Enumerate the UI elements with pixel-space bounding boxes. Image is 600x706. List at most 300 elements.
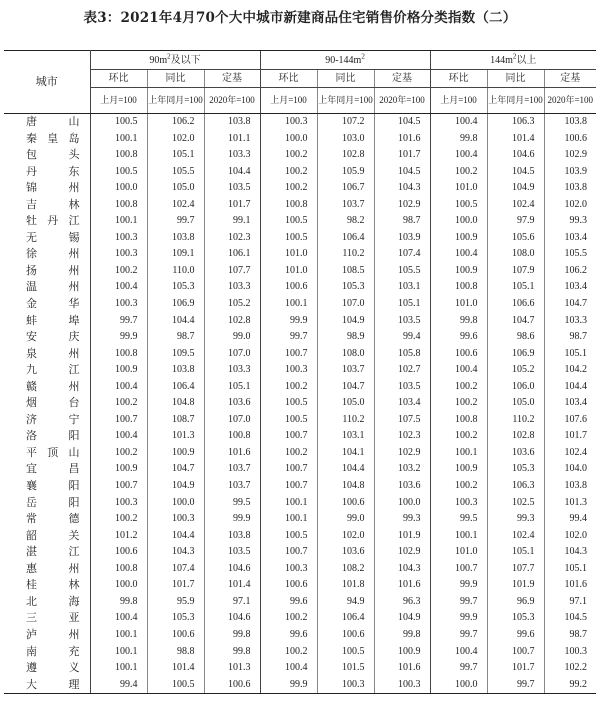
table-row xyxy=(4,131,596,148)
value-cell: 106.2 xyxy=(147,114,204,131)
value-cell: 101.3 xyxy=(147,428,204,445)
city-cell: 洛阳 xyxy=(4,428,90,445)
city-cell: 烟台 xyxy=(4,395,90,412)
value-cell: 104.4 xyxy=(317,461,374,478)
value-cell: 99.8 xyxy=(430,131,487,148)
table-row xyxy=(4,346,596,363)
value-cell: 103.8 xyxy=(147,230,204,247)
value-cell: 107.7 xyxy=(487,561,544,578)
value-cell: 108.0 xyxy=(317,346,374,363)
value-cell: 101.0 xyxy=(430,296,487,313)
value-cell: 99.9 xyxy=(204,511,260,528)
value-cell: 102.4 xyxy=(147,197,204,214)
value-cell: 100.8 xyxy=(204,428,260,445)
value-cell: 99.8 xyxy=(430,313,487,330)
value-cell: 99.7 xyxy=(260,329,317,346)
value-cell: 100.8 xyxy=(90,147,147,164)
value-cell: 100.0 xyxy=(260,131,317,148)
value-cell: 101.0 xyxy=(430,180,487,197)
value-cell: 101.7 xyxy=(544,428,596,445)
table-row xyxy=(4,461,596,478)
value-cell: 100.1 xyxy=(260,296,317,313)
city-cell: 九江 xyxy=(4,362,90,379)
table-title: 表3：2021年4月70个大中城市新建商品住宅销售价格分类指数（二） xyxy=(83,10,517,26)
city-cell: 襄阳 xyxy=(4,478,90,495)
sub-header: 环比 xyxy=(260,70,317,88)
sub-header: 环比 xyxy=(90,70,147,88)
value-cell: 100.6 xyxy=(204,677,260,694)
value-cell: 103.2 xyxy=(374,461,430,478)
value-cell: 103.7 xyxy=(317,197,374,214)
value-cell: 104.9 xyxy=(317,313,374,330)
table-row xyxy=(4,213,596,230)
value-cell: 106.4 xyxy=(317,230,374,247)
city-cell: 湛江 xyxy=(4,544,90,561)
value-cell: 102.5 xyxy=(487,495,544,512)
value-cell: 100.9 xyxy=(90,461,147,478)
value-cell: 104.9 xyxy=(487,180,544,197)
value-cell: 100.1 xyxy=(90,660,147,677)
value-cell: 100.6 xyxy=(90,544,147,561)
value-cell: 100.4 xyxy=(430,114,487,131)
value-cell: 106.0 xyxy=(487,379,544,396)
value-cell: 102.8 xyxy=(487,428,544,445)
value-cell: 103.3 xyxy=(204,147,260,164)
value-cell: 105.2 xyxy=(487,362,544,379)
value-cell: 97.1 xyxy=(204,594,260,611)
value-cell: 99.2 xyxy=(544,677,596,694)
city-cell: 金华 xyxy=(4,296,90,313)
value-cell: 100.2 xyxy=(260,147,317,164)
table-row xyxy=(4,329,596,346)
value-cell: 104.4 xyxy=(147,528,204,545)
table-row xyxy=(4,644,596,661)
value-cell: 103.6 xyxy=(204,395,260,412)
value-cell: 102.8 xyxy=(204,313,260,330)
value-cell: 100.1 xyxy=(90,213,147,230)
value-cell: 101.5 xyxy=(317,660,374,677)
value-cell: 99.8 xyxy=(374,627,430,644)
table-row xyxy=(4,445,596,462)
value-cell: 104.6 xyxy=(204,610,260,627)
value-cell: 108.5 xyxy=(317,263,374,280)
value-cell: 100.1 xyxy=(90,644,147,661)
value-cell: 103.4 xyxy=(544,279,596,296)
value-cell: 105.3 xyxy=(147,279,204,296)
value-cell: 105.9 xyxy=(317,164,374,181)
value-cell: 103.0 xyxy=(317,131,374,148)
value-cell: 99.8 xyxy=(90,594,147,611)
city-cell: 蚌埠 xyxy=(4,313,90,330)
value-cell: 100.2 xyxy=(430,395,487,412)
value-cell: 101.3 xyxy=(204,660,260,677)
value-cell: 100.8 xyxy=(430,412,487,429)
value-cell: 105.1 xyxy=(204,379,260,396)
value-cell: 104.9 xyxy=(374,610,430,627)
table-row xyxy=(4,577,596,594)
value-cell: 103.8 xyxy=(204,528,260,545)
value-cell: 100.7 xyxy=(260,461,317,478)
value-cell: 99.5 xyxy=(204,495,260,512)
value-cell: 103.7 xyxy=(317,362,374,379)
value-cell: 98.7 xyxy=(147,329,204,346)
value-cell: 105.0 xyxy=(147,180,204,197)
value-cell: 103.8 xyxy=(544,180,596,197)
value-cell: 100.2 xyxy=(260,610,317,627)
value-cell: 98.7 xyxy=(374,213,430,230)
value-cell: 103.5 xyxy=(374,379,430,396)
value-cell: 99.4 xyxy=(374,329,430,346)
value-cell: 100.4 xyxy=(430,246,487,263)
value-cell: 99.7 xyxy=(430,660,487,677)
value-cell: 101.0 xyxy=(430,544,487,561)
sub-header: 环比 xyxy=(430,70,487,88)
city-cell: 锦州 xyxy=(4,180,90,197)
table-row xyxy=(4,561,596,578)
value-cell: 107.5 xyxy=(374,412,430,429)
value-cell: 107.2 xyxy=(317,114,374,131)
value-cell: 99.5 xyxy=(430,511,487,528)
value-cell: 103.8 xyxy=(147,362,204,379)
city-cell: 平顶山 xyxy=(4,445,90,462)
value-cell: 104.3 xyxy=(544,544,596,561)
value-cell: 105.1 xyxy=(487,544,544,561)
value-cell: 104.5 xyxy=(487,164,544,181)
city-cell: 大理 xyxy=(4,677,90,694)
value-cell: 100.1 xyxy=(90,627,147,644)
value-cell: 100.9 xyxy=(374,644,430,661)
table-row xyxy=(4,263,596,280)
value-cell: 103.8 xyxy=(544,114,596,131)
value-cell: 100.2 xyxy=(430,428,487,445)
value-cell: 104.5 xyxy=(374,164,430,181)
value-cell: 102.8 xyxy=(317,147,374,164)
value-cell: 100.7 xyxy=(260,346,317,363)
value-cell: 100.9 xyxy=(90,362,147,379)
value-cell: 100.8 xyxy=(90,197,147,214)
value-cell: 102.4 xyxy=(487,197,544,214)
value-cell: 99.7 xyxy=(90,313,147,330)
value-cell: 103.7 xyxy=(204,461,260,478)
value-cell: 101.7 xyxy=(374,147,430,164)
value-cell: 103.6 xyxy=(487,445,544,462)
value-cell: 98.9 xyxy=(317,329,374,346)
value-cell: 100.8 xyxy=(430,279,487,296)
value-cell: 100.5 xyxy=(317,644,374,661)
value-cell: 101.6 xyxy=(544,577,596,594)
value-cell: 103.4 xyxy=(544,395,596,412)
value-cell: 95.9 xyxy=(147,594,204,611)
value-cell: 101.6 xyxy=(374,131,430,148)
value-cell: 103.7 xyxy=(204,478,260,495)
value-cell: 100.4 xyxy=(90,428,147,445)
value-cell: 104.4 xyxy=(544,379,596,396)
value-cell: 104.9 xyxy=(147,478,204,495)
value-cell: 100.0 xyxy=(430,213,487,230)
city-cell: 遵义 xyxy=(4,660,90,677)
value-cell: 99.7 xyxy=(430,594,487,611)
value-cell: 99.6 xyxy=(487,627,544,644)
value-cell: 105.3 xyxy=(317,279,374,296)
value-cell: 106.9 xyxy=(147,296,204,313)
table-row xyxy=(4,246,596,263)
value-cell: 100.6 xyxy=(260,577,317,594)
value-cell: 102.4 xyxy=(487,528,544,545)
value-cell: 100.2 xyxy=(260,644,317,661)
value-cell: 103.8 xyxy=(544,478,596,495)
value-cell: 98.7 xyxy=(544,329,596,346)
value-cell: 99.7 xyxy=(430,627,487,644)
value-cell: 104.5 xyxy=(544,610,596,627)
value-cell: 102.9 xyxy=(374,445,430,462)
value-cell: 102.7 xyxy=(374,362,430,379)
value-cell: 105.1 xyxy=(374,296,430,313)
value-cell: 104.3 xyxy=(374,561,430,578)
sub-header: 同比 xyxy=(147,70,204,88)
value-cell: 103.3 xyxy=(204,362,260,379)
value-cell: 99.9 xyxy=(260,677,317,694)
value-cell: 104.3 xyxy=(374,180,430,197)
value-cell: 100.4 xyxy=(260,660,317,677)
value-cell: 102.4 xyxy=(544,445,596,462)
value-cell: 100.3 xyxy=(90,230,147,247)
value-cell: 100.4 xyxy=(430,147,487,164)
value-cell: 100.8 xyxy=(90,346,147,363)
value-cell: 100.4 xyxy=(430,644,487,661)
value-cell: 103.8 xyxy=(204,114,260,131)
value-cell: 101.0 xyxy=(260,263,317,280)
value-cell: 100.3 xyxy=(317,677,374,694)
sub-header: 定基 xyxy=(374,70,430,88)
value-cell: 102.0 xyxy=(147,131,204,148)
value-cell: 100.2 xyxy=(430,379,487,396)
value-cell: 99.6 xyxy=(260,627,317,644)
value-cell: 99.4 xyxy=(90,677,147,694)
value-cell: 105.0 xyxy=(487,395,544,412)
value-cell: 100.3 xyxy=(90,246,147,263)
value-cell: 106.2 xyxy=(544,263,596,280)
value-cell: 100.9 xyxy=(147,445,204,462)
value-cell: 102.0 xyxy=(317,528,374,545)
value-cell: 100.3 xyxy=(374,677,430,694)
value-cell: 101.2 xyxy=(90,528,147,545)
table-row xyxy=(4,412,596,429)
value-cell: 97.1 xyxy=(544,594,596,611)
base-header: 2020年=100 xyxy=(204,88,260,114)
base-header: 2020年=100 xyxy=(374,88,430,114)
value-cell: 98.2 xyxy=(317,213,374,230)
value-cell: 105.3 xyxy=(487,461,544,478)
group-header-small: $90m^2$及以下 xyxy=(90,51,260,70)
value-cell: 108.7 xyxy=(147,412,204,429)
value-cell: 104.7 xyxy=(147,461,204,478)
city-cell: 扬州 xyxy=(4,263,90,280)
value-cell: 100.2 xyxy=(90,511,147,528)
city-cell: 北海 xyxy=(4,594,90,611)
city-column-header: 城市 xyxy=(4,51,90,114)
base-header: 上年同月=100 xyxy=(317,88,374,114)
value-cell: 102.0 xyxy=(544,528,596,545)
value-cell: 106.7 xyxy=(317,180,374,197)
group-header-medium: $90-144m^2$ xyxy=(260,51,430,70)
table-row xyxy=(4,594,596,611)
value-cell: 105.1 xyxy=(544,561,596,578)
value-cell: 100.5 xyxy=(260,230,317,247)
value-cell: 94.9 xyxy=(317,594,374,611)
value-cell: 99.6 xyxy=(260,594,317,611)
value-cell: 101.9 xyxy=(487,577,544,594)
sub-header: 同比 xyxy=(487,70,544,88)
value-cell: 100.7 xyxy=(487,644,544,661)
base-header: 上年同月=100 xyxy=(147,88,204,114)
value-cell: 101.7 xyxy=(147,577,204,594)
value-cell: 99.9 xyxy=(260,313,317,330)
group-header-large: $144m^2$以上 xyxy=(430,51,596,70)
value-cell: 99.7 xyxy=(487,677,544,694)
value-cell: 105.6 xyxy=(487,230,544,247)
value-cell: 100.7 xyxy=(90,412,147,429)
value-cell: 100.2 xyxy=(90,263,147,280)
value-cell: 100.3 xyxy=(430,495,487,512)
value-cell: 99.0 xyxy=(317,511,374,528)
value-cell: 106.1 xyxy=(204,246,260,263)
value-cell: 98.8 xyxy=(147,644,204,661)
value-cell: 100.4 xyxy=(430,362,487,379)
value-cell: 105.3 xyxy=(147,610,204,627)
city-cell: 安庆 xyxy=(4,329,90,346)
value-cell: 107.7 xyxy=(204,263,260,280)
value-cell: 103.9 xyxy=(374,230,430,247)
value-cell: 99.7 xyxy=(147,213,204,230)
value-cell: 100.4 xyxy=(90,279,147,296)
value-cell: 105.8 xyxy=(374,346,430,363)
value-cell: 100.1 xyxy=(430,445,487,462)
table-row xyxy=(4,395,596,412)
value-cell: 99.8 xyxy=(204,644,260,661)
table-row xyxy=(4,313,596,330)
value-cell: 107.4 xyxy=(374,246,430,263)
value-cell: 101.6 xyxy=(374,577,430,594)
value-cell: 100.9 xyxy=(430,263,487,280)
value-cell: 101.0 xyxy=(260,246,317,263)
value-cell: 100.1 xyxy=(430,528,487,545)
value-cell: 102.3 xyxy=(204,230,260,247)
value-cell: 103.9 xyxy=(544,164,596,181)
base-header: 上月=100 xyxy=(90,88,147,114)
value-cell: 100.5 xyxy=(260,528,317,545)
value-cell: 100.7 xyxy=(430,561,487,578)
value-cell: 104.0 xyxy=(544,461,596,478)
value-cell: 99.9 xyxy=(430,610,487,627)
value-cell: 100.2 xyxy=(260,445,317,462)
value-cell: 104.7 xyxy=(487,313,544,330)
value-cell: 100.1 xyxy=(90,131,147,148)
value-cell: 104.4 xyxy=(147,313,204,330)
value-cell: 106.9 xyxy=(487,346,544,363)
value-cell: 99.9 xyxy=(90,329,147,346)
sub-header: 定基 xyxy=(204,70,260,88)
value-cell: 99.4 xyxy=(544,511,596,528)
value-cell: 100.6 xyxy=(544,131,596,148)
value-cell: 104.2 xyxy=(544,362,596,379)
value-cell: 100.7 xyxy=(260,478,317,495)
value-cell: 100.5 xyxy=(260,213,317,230)
city-cell: 济宁 xyxy=(4,412,90,429)
city-cell: 宜昌 xyxy=(4,461,90,478)
value-cell: 100.2 xyxy=(260,164,317,181)
value-cell: 100.0 xyxy=(147,495,204,512)
value-cell: 100.5 xyxy=(147,677,204,694)
value-cell: 104.1 xyxy=(317,445,374,462)
value-cell: 103.6 xyxy=(317,544,374,561)
city-cell: 无锡 xyxy=(4,230,90,247)
table-row xyxy=(4,610,596,627)
value-cell: 103.1 xyxy=(317,428,374,445)
value-cell: 100.4 xyxy=(90,610,147,627)
value-cell: 101.6 xyxy=(204,445,260,462)
value-cell: 103.5 xyxy=(374,313,430,330)
value-cell: 100.2 xyxy=(90,395,147,412)
value-cell: 101.4 xyxy=(487,131,544,148)
table-row xyxy=(4,660,596,677)
value-cell: 107.6 xyxy=(544,412,596,429)
value-cell: 98.7 xyxy=(544,627,596,644)
table-row xyxy=(4,511,596,528)
city-cell: 牡丹江 xyxy=(4,213,90,230)
value-cell: 100.3 xyxy=(90,495,147,512)
value-cell: 100.9 xyxy=(430,461,487,478)
value-cell: 107.0 xyxy=(317,296,374,313)
value-cell: 102.3 xyxy=(374,428,430,445)
value-cell: 103.3 xyxy=(544,313,596,330)
value-cell: 106.3 xyxy=(487,478,544,495)
value-cell: 104.7 xyxy=(544,296,596,313)
value-cell: 105.0 xyxy=(317,395,374,412)
city-cell: 徐州 xyxy=(4,246,90,263)
value-cell: 106.3 xyxy=(487,114,544,131)
value-cell: 110.2 xyxy=(317,246,374,263)
value-cell: 106.4 xyxy=(147,379,204,396)
sub-header: 定基 xyxy=(544,70,596,88)
value-cell: 108.2 xyxy=(317,561,374,578)
table-row xyxy=(4,544,596,561)
value-cell: 110.2 xyxy=(317,412,374,429)
value-cell: 107.0 xyxy=(204,412,260,429)
value-cell: 100.4 xyxy=(90,379,147,396)
city-cell: 包头 xyxy=(4,147,90,164)
table-row xyxy=(4,627,596,644)
city-cell: 丹东 xyxy=(4,164,90,181)
value-cell: 100.7 xyxy=(260,428,317,445)
value-cell: 103.3 xyxy=(204,279,260,296)
value-cell: 104.8 xyxy=(147,395,204,412)
value-cell: 100.0 xyxy=(374,495,430,512)
value-cell: 101.1 xyxy=(204,131,260,148)
value-cell: 100.5 xyxy=(430,197,487,214)
value-cell: 102.9 xyxy=(374,197,430,214)
value-cell: 103.4 xyxy=(544,230,596,247)
value-cell: 109.1 xyxy=(147,246,204,263)
value-cell: 107.4 xyxy=(147,561,204,578)
table-row xyxy=(4,428,596,445)
value-cell: 100.0 xyxy=(430,677,487,694)
value-cell: 101.3 xyxy=(544,495,596,512)
value-cell: 98.6 xyxy=(487,329,544,346)
value-cell: 99.3 xyxy=(544,213,596,230)
table-row xyxy=(4,114,596,131)
city-cell: 岳阳 xyxy=(4,495,90,512)
value-cell: 101.7 xyxy=(204,197,260,214)
